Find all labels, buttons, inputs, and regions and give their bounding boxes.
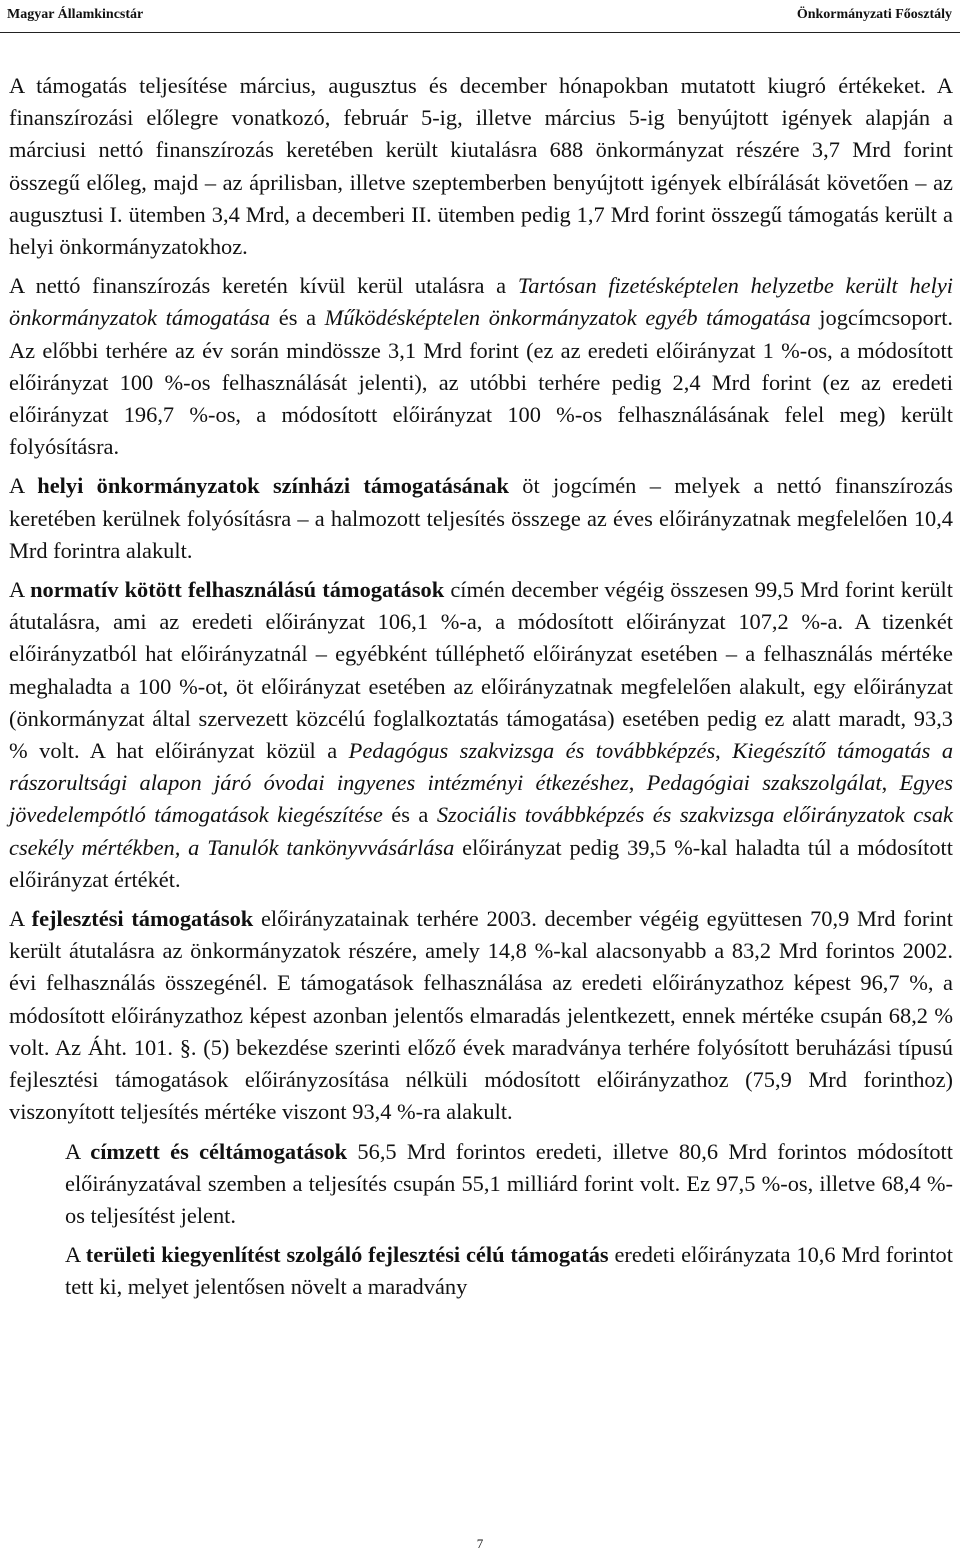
- text-run: előirányzatainak terhére 2003. december végéig együttesen 70,9 Mrd forint került átutalásra az önkormányzatok részére, amely 14,8 %-kal alacsonyabb a 83,2 Mrd forintos 2002. évi felhasználás összegénél. E támogatások felhasználása az eredeti előirányzathoz képest 96,7 %, a módosított előirányzathoz képest azonban jelentős elmaradás jelentkezett, ennek mértéke csupán 68,2 % volt. Az Áht. 101. §. (5) bekezdése szerinti előző évek maradványa terhére folyósított beruházási típusú fejlesztési támogatások előirányzosítása nélküli módosított előirányzathoz (75,9 Mrd forinthoz) viszonyított teljesítés mértéke viszont 93,4 %-ra alakult.: [9, 906, 953, 1125]
- paragraph: [9, 270, 953, 463]
- text-run: A: [65, 1138, 91, 1164]
- italic-text: Egyes jövedelempótló támogatások kiegészítése: [9, 770, 954, 828]
- paragraph: [9, 70, 953, 263]
- bold-text: címzett és céltámogatások: [90, 1138, 348, 1164]
- bold-text: fejlesztési támogatások: [31, 906, 254, 932]
- text-run: jogcímcsoport. Az előbbi terhére az év során mindössze 3,1 Mrd forint (ez az eredeti előirányzat 1 %-os, a módosított előirányzat 100 %-os felhasználását jelenti), az utóbbi terhére pedig 2,4 Mrd forint (ez az eredeti előirányzat 196,7 %-os, a módosított előirányzat 100 %-os felhasználásának felel meg) került folyósításra.: [9, 305, 954, 460]
- header-department: Önkormányzati Főosztály: [796, 7, 952, 22]
- italic-text: Pedagógiai szakszolgálat: [646, 770, 882, 796]
- text-run: A támogatás teljesítése március, augusztus és december hónapokban mutatott kiugró értékeket. A finanszírozási előlegre vonatkozó, február 5-ig, illetve március 5-ig benyújtott igények alapján a márciusi nettó finanszírozás keretében került kiutalásra 688 önkormányzat részére 3,7 Mrd forint összegű előleg, majd – az áprilisban, illetve szeptemberben benyújtott igények elbírálását követően – az augusztusi I. ütemben 3,4 Mrd, a decemberi II. ütemben pedig 1,7 Mrd forint összegű támogatás került a helyi önkormányzatokhoz.: [9, 73, 953, 260]
- italic-text: Tartósan fizetésképtelen helyzetbe került helyi önkormányzatok támogatása: [9, 273, 953, 331]
- text-run: A nettó finanszírozás keretén kívül kerül utalásra a: [9, 273, 518, 299]
- page-number: 7: [476, 1536, 484, 1551]
- paragraph: [9, 470, 953, 567]
- page-header: [0, 0, 960, 40]
- italic-text: Szociális továbbképzés és szakvizsga előirányzatok csak csekély mértékben, a Tanulók tankönyvvásárlása: [9, 802, 953, 860]
- text-run: ,: [881, 770, 900, 796]
- header-divider: [0, 32, 960, 33]
- header-institution: Magyar Államkincstár: [7, 7, 144, 22]
- paragraph: [65, 1239, 953, 1303]
- text-run: A: [9, 906, 32, 932]
- text-run: A: [9, 577, 31, 603]
- text-run: A: [65, 1242, 86, 1268]
- paragraph: [9, 903, 953, 1128]
- text-run: öt jogcímén – melyek a nettó finanszírozás keretében kerülnek folyósításra – a halmozott teljesítés összege az éves előirányzatnak megfelelően 10,4 Mrd forintra alakult.: [9, 473, 953, 563]
- italic-text: Pedagógus szakvizsga és továbbképzés: [348, 738, 716, 764]
- paragraph: [65, 1136, 953, 1233]
- bold-text: helyi önkormányzatok színházi támogatásának: [37, 473, 509, 499]
- text-run: 56,5 Mrd forintos eredeti, illetve 80,6 Mrd forintos módosított előirányzatával szemben a teljesítés csupán 55,1 milliárd forint volt. Ez 97,5 %-os, illetve 68,4 %-os teljesítést jelent.: [65, 1138, 953, 1228]
- text-run: ,: [628, 770, 647, 796]
- bold-text: normatív kötött felhasználású támogatások: [30, 577, 445, 603]
- text-run: ,: [715, 738, 733, 764]
- text-run: címén december végéig összesen 99,5 Mrd forint került átutalásra, ami az eredeti előirányzat 106,1 %-a, a módosított előirányzat 107,2 %-a. A tizenkét előirányzatból hat előirányzatnál – egyébként túlléphető előirányzat esetében – a felhasználás mértéke meghaladta a 100 %-ot, öt előirányzat esetében az előirányzatnak megfelelően alakult, egy előirányzat (önkormányzat által szervezett közcélú foglalkoztatás támogatása) esetében pedig ez alatt maradt, 93,3 % volt. A hat előirányzat közül a: [9, 577, 953, 764]
- body-text: [9, 70, 953, 1311]
- text-run: előirányzat pedig 39,5 %-kal haladta túl a módosított előirányzat értékét.: [9, 834, 953, 892]
- paragraph: [9, 574, 953, 896]
- text-run: és a: [270, 305, 325, 331]
- text-run: A: [9, 473, 38, 499]
- text-run: eredeti előirányzata 10,6 Mrd forintot tett ki, melyet jelentősen növelt a maradvány: [65, 1242, 953, 1300]
- italic-text: Működésképtelen önkormányzatok egyéb támogatása: [324, 305, 811, 331]
- text-run: és a: [382, 802, 437, 828]
- italic-text: Kiegészítő támogatás a rászorultsági alapon járó óvodai ingyenes intézményi étkezéshez: [9, 738, 954, 796]
- bold-text: területi kiegyenlítést szolgáló fejlesztési célú támogatás: [85, 1242, 609, 1268]
